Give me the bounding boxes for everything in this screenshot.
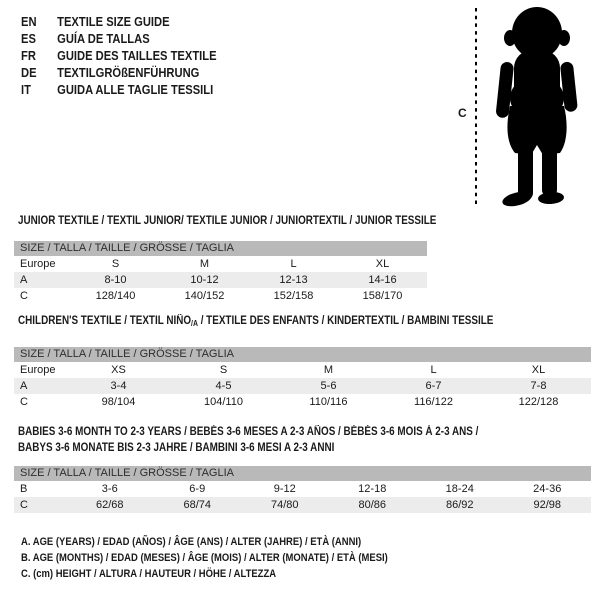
height-cell: 104/110 [204, 396, 243, 408]
age-cell: 7-8 [486, 378, 591, 394]
height-cell: 92/98 [504, 497, 592, 513]
age-cell: 3-4 [66, 378, 171, 394]
junior-size-table [14, 241, 427, 304]
table-row-age [14, 272, 427, 288]
baby-silhouette [495, 7, 578, 208]
height-cell: 74/80 [241, 497, 329, 513]
row-label: B [20, 483, 28, 495]
size-header-label: SIZE / TALLA / TAILLE / GRÖSSE / TAGLIA [14, 347, 591, 362]
age-cell: 8-10 [71, 272, 160, 288]
size-header-bar [14, 241, 427, 256]
language-code: DE [21, 65, 37, 80]
age-cell: 9-12 [273, 483, 296, 495]
height-cell: 62/68 [66, 497, 154, 513]
table-row-height [14, 394, 591, 410]
size-cell: M [199, 258, 210, 270]
size-cell: XS [111, 364, 126, 376]
table-row-age-months [14, 481, 591, 497]
language-label: GUÍA DE TALLAS [57, 31, 150, 46]
language-row-es [21, 30, 217, 47]
size-cell: M [323, 364, 334, 376]
children-title-post: / TEXTILE DES ENFANTS / KINDERTEXTIL / BAMBINI TESSILE [197, 315, 494, 327]
language-code: ES [21, 31, 36, 46]
footnote-b: B. AGE (MONTHS) / EDAD (MESES) / ÂGE (MOIS) / ALTER (MONATE) / ETÀ (MESI) [21, 552, 388, 564]
language-row-it [21, 81, 217, 98]
table-row-height [14, 497, 591, 513]
age-cell: 5-6 [276, 378, 381, 394]
children-table-title [18, 313, 493, 332]
language-code: FR [21, 48, 36, 63]
language-code: EN [21, 14, 37, 29]
language-label: GUIDA ALLE TAGLIE TESSILI [57, 82, 214, 97]
language-label: GUIDE DES TAILLES TEXTILE [57, 48, 217, 63]
language-label: TEXTILGRÖßENFÜHRUNG [57, 65, 200, 80]
table-row-europe [14, 362, 591, 378]
age-cell: 4-5 [171, 378, 276, 394]
language-row-de [21, 64, 217, 81]
height-cell: 158/170 [362, 290, 403, 302]
age-cell: 12-13 [249, 272, 338, 288]
age-cell: 3-6 [101, 483, 118, 495]
height-cell: 98/104 [101, 396, 136, 408]
height-cell: 110/116 [309, 396, 348, 408]
age-cell: 10-12 [160, 272, 249, 288]
row-label: C [20, 290, 28, 302]
children-title-sub: /A [191, 319, 198, 328]
babies-title-line1: BABIES 3-6 MONTH TO 2-3 YEARS / BEBÉS 3-6 MESES A 2-3 AÑOS / BÉBÉS 3-6 MOIS À 2-3 ANS / [18, 426, 479, 438]
table-row-age [14, 378, 591, 394]
height-cell: 68/74 [154, 497, 242, 513]
row-label: Europe [20, 258, 56, 270]
height-cell: 116/122 [414, 396, 453, 408]
footnote-a: A. AGE (YEARS) / EDAD (AÑOS) / ÂGE (ANS) / ALTER (JAHRE) / ETÀ (ANNI) [21, 536, 362, 548]
age-cell: 12-18 [358, 483, 387, 495]
table-row-height [14, 288, 427, 304]
row-label: A [14, 272, 71, 288]
footnote-c: C. (cm) HEIGHT / ALTURA / HAUTEUR / HÖHE / ALTEZZA [21, 568, 277, 580]
size-cell: XL [531, 364, 546, 376]
age-cell: 6-7 [381, 378, 486, 394]
age-cell: 24-36 [533, 483, 562, 495]
language-row-fr [21, 47, 217, 64]
size-header-label: SIZE / TALLA / TAILLE / GRÖSSE / TAGLIA [14, 241, 427, 256]
age-cell: 6-9 [189, 483, 206, 495]
size-cell: S [111, 258, 120, 270]
junior-table-title: JUNIOR TEXTILE / TEXTIL JUNIOR/ TEXTILE JUNIOR / JUNIORTEXTIL / JUNIOR TESSILE [18, 215, 437, 227]
language-row-en [21, 13, 217, 30]
size-cell: L [430, 364, 437, 376]
size-cell: S [219, 364, 228, 376]
row-label: A [14, 378, 66, 394]
children-size-table [14, 347, 591, 410]
table-row-europe [14, 256, 427, 272]
language-code: IT [21, 82, 31, 97]
size-header-bar [14, 347, 591, 362]
height-cell: 80/86 [329, 497, 417, 513]
height-cell: 122/128 [518, 396, 559, 408]
size-cell: XL [375, 258, 390, 270]
babies-title-line2: BABYS 3-6 MONATE BIS 2-3 JAHRE / BAMBINI 3-6 MESI A 2-3 ANNI [18, 442, 335, 454]
height-cell: 86/92 [416, 497, 504, 513]
height-cell: 128/140 [95, 290, 136, 302]
size-cell: L [290, 258, 297, 270]
height-measure-label: C [458, 106, 467, 120]
height-cell: 152/158 [273, 290, 314, 302]
size-header-label: SIZE / TALLA / TAILLE / GRÖSSE / TAGLIA [14, 466, 591, 481]
footnotes [21, 534, 448, 582]
babies-table-title [18, 424, 553, 456]
row-label: C [14, 497, 66, 513]
baby-silhouette-figure [455, 4, 590, 208]
language-list [21, 13, 248, 98]
row-label: Europe [20, 364, 56, 376]
height-cell: 140/152 [184, 290, 225, 302]
language-label: TEXTILE SIZE GUIDE [57, 14, 170, 29]
age-cell: 18-24 [445, 483, 474, 495]
children-title-pre: CHILDREN'S TEXTILE / TEXTIL NIÑO [18, 315, 192, 327]
age-cell: 14-16 [338, 272, 427, 288]
babies-size-table [14, 466, 591, 513]
row-label: C [20, 396, 28, 408]
size-header-bar [14, 466, 591, 481]
